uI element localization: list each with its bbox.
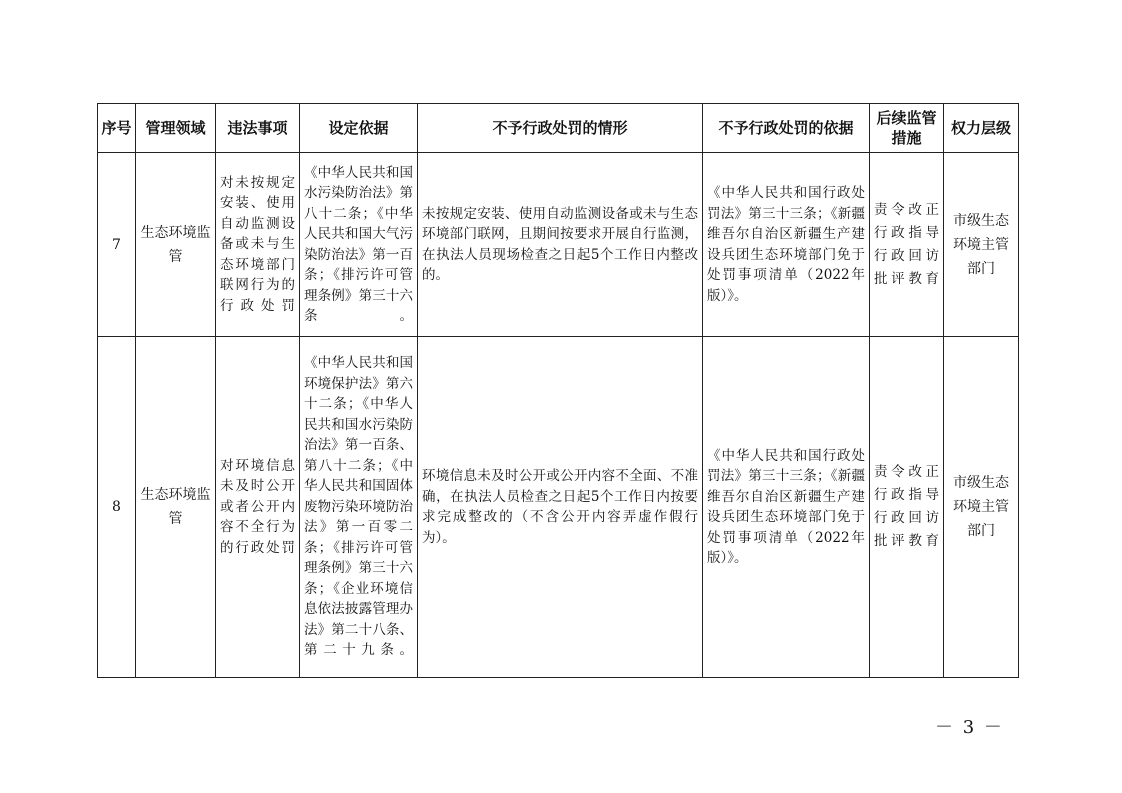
penalty-exemption-table bbox=[97, 103, 1019, 678]
row-no-penalty-basis: 《中华人民共和国行政处罚法》第三十三条；《新疆维吾尔自治区新疆生产建设兵团生态环境部门免于处罚事项清单（2022年版）》。 bbox=[703, 337, 870, 678]
header-no-penalty-basis: 不予行政处罚的依据 bbox=[703, 104, 870, 153]
row-situation: 未按规定安装、使用自动监测设备或未与生态环境部门联网，且期间按要求开展自行监测，在执法人员现场检查之日起5个工作日内整改的。 bbox=[418, 153, 703, 337]
row-seq: 8 bbox=[98, 337, 136, 678]
row-level: 市级生态环境主管部门 bbox=[944, 153, 1019, 337]
table-header-row bbox=[98, 104, 1019, 153]
row-followup: 责令改正行政指导行政回访批评教育 bbox=[870, 153, 944, 337]
header-followup: 后续监管措施 bbox=[870, 104, 944, 153]
header-field: 管理领域 bbox=[136, 104, 216, 153]
row-level: 市级生态环境主管部门 bbox=[944, 337, 1019, 678]
table-row bbox=[98, 337, 1019, 678]
row-no-penalty-basis: 《中华人民共和国行政处罚法》第三十三条；《新疆维吾尔自治区新疆生产建设兵团生态环境部门免于处罚事项清单（2022年版）》。 bbox=[703, 153, 870, 337]
table-row bbox=[98, 153, 1019, 337]
row-violation: 对未按规定安装、使用自动监测设备或未与生态环境部门联网行为的行政处罚 bbox=[216, 153, 300, 337]
row-followup: 责令改正行政指导行政回访批评教育 bbox=[870, 337, 944, 678]
row-basis: 《中华人民共和国水污染防治法》第八十二条；《中华人民共和国大气污染防治法》第一百条；《排污许可管理条例》第三十六条。 bbox=[300, 153, 418, 337]
row-situation: 环境信息未及时公开或公开内容不全面、不准确，在执法人员检查之日起5个工作日内按要求完成整改的（不含公开内容弄虚作假行为）。 bbox=[418, 337, 703, 678]
header-basis: 设定依据 bbox=[300, 104, 418, 153]
row-violation: 对环境信息未及时公开或者公开内容不全行为的行政处罚 bbox=[216, 337, 300, 678]
header-level: 权力层级 bbox=[944, 104, 1019, 153]
row-field: 生态环境监管 bbox=[136, 337, 216, 678]
header-situation: 不予行政处罚的情形 bbox=[418, 104, 703, 153]
row-basis: 《中华人民共和国环境保护法》第六十二条；《中华人民共和国水污染防治法》第一百条、第八十二条；《中华人民共和国固体废物污染环境防治法》第一百零二条；《排污许可管理条例》第三十六条；《企业环境信息依法披露管理办法》第二十八条、第二十九条。 bbox=[300, 337, 418, 678]
row-field: 生态环境监管 bbox=[136, 153, 216, 337]
header-seq: 序号 bbox=[98, 104, 136, 153]
page-number: － 3 － bbox=[935, 717, 1004, 738]
row-seq: 7 bbox=[98, 153, 136, 337]
header-violation: 违法事项 bbox=[216, 104, 300, 153]
